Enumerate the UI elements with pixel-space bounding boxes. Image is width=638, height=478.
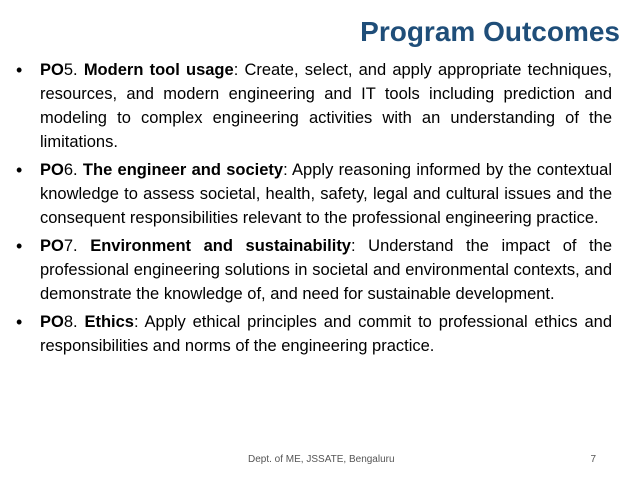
- bullet-icon: •: [16, 160, 23, 180]
- slide-footer: [0, 450, 638, 470]
- bullet-icon: •: [16, 312, 23, 332]
- outcome-text: : Apply ethical principles and commit to professional ethics and responsibilities and norms of the engineering practice.: [40, 313, 612, 355]
- outcome-code-number: 6: [63, 161, 74, 179]
- outcome-list: [14, 58, 612, 362]
- outcome-code-number: 8: [63, 313, 74, 331]
- outcome-item-po5: • PO5. Modern tool usage: Create, select, and apply appropriate techniques, resources, and modern engineering and IT tools including prediction and modeling to complex engineering activities with an understanding of the limitations.: [16, 60, 613, 151]
- outcome-code-prefix: PO: [40, 61, 64, 79]
- outcome-item-po6: • PO6. The engineer and society: Apply reasoning informed by the contextual knowledge to assess societal, health, safety, legal and cultural issues and the consequent responsibilities relevant to the professional engineering practice.: [16, 160, 612, 227]
- outcome-heading: Environment and sustainability: [90, 237, 351, 255]
- outcome-code-number: 7: [63, 237, 74, 255]
- outcome-text: : Understand the impact of the professional engineering solutions in societal and environmental contexts, and demonstrate the knowledge of, and need for sustainable development.: [40, 237, 612, 303]
- outcome-code-prefix: PO: [40, 313, 64, 331]
- outcome-item-po7: • PO7. Environment and sustainability: Understand the impact of the professional engineering solutions in societal and environmental contexts, and demonstrate the knowledge of, and need for sustainable development.: [16, 236, 612, 303]
- bullet-icon: •: [16, 60, 23, 80]
- footer-text: Dept. of ME, JSSATE, Bengaluru: [248, 454, 395, 465]
- outcome-item-po8: • PO8. Ethics: Apply ethical principles and commit to professional ethics and responsibilities and norms of the engineering practice.: [16, 312, 612, 355]
- outcome-code-prefix: PO: [40, 161, 64, 179]
- outcome-code-prefix: PO: [40, 237, 64, 255]
- outcome-heading: Modern tool usage: [83, 61, 234, 79]
- bullet-icon: •: [16, 236, 23, 256]
- page-number: 7: [590, 454, 596, 465]
- outcome-text: : Apply reasoning informed by the contextual knowledge to assess societal, health, safety, legal and cultural issues and the consequent responsibilities relevant to the professional engineering practice.: [40, 161, 612, 227]
- outcome-heading: Ethics: [84, 313, 134, 331]
- outcome-heading: The engineer and society: [82, 161, 284, 179]
- outcome-code-number: 5: [63, 61, 74, 79]
- outcome-text: : Create, select, and apply appropriate techniques, resources, and modern engineering and IT tools including prediction and modeling to complex engineering activities with an understanding of the limitations.: [40, 61, 613, 151]
- slide-title: Program Outcomes: [360, 16, 620, 47]
